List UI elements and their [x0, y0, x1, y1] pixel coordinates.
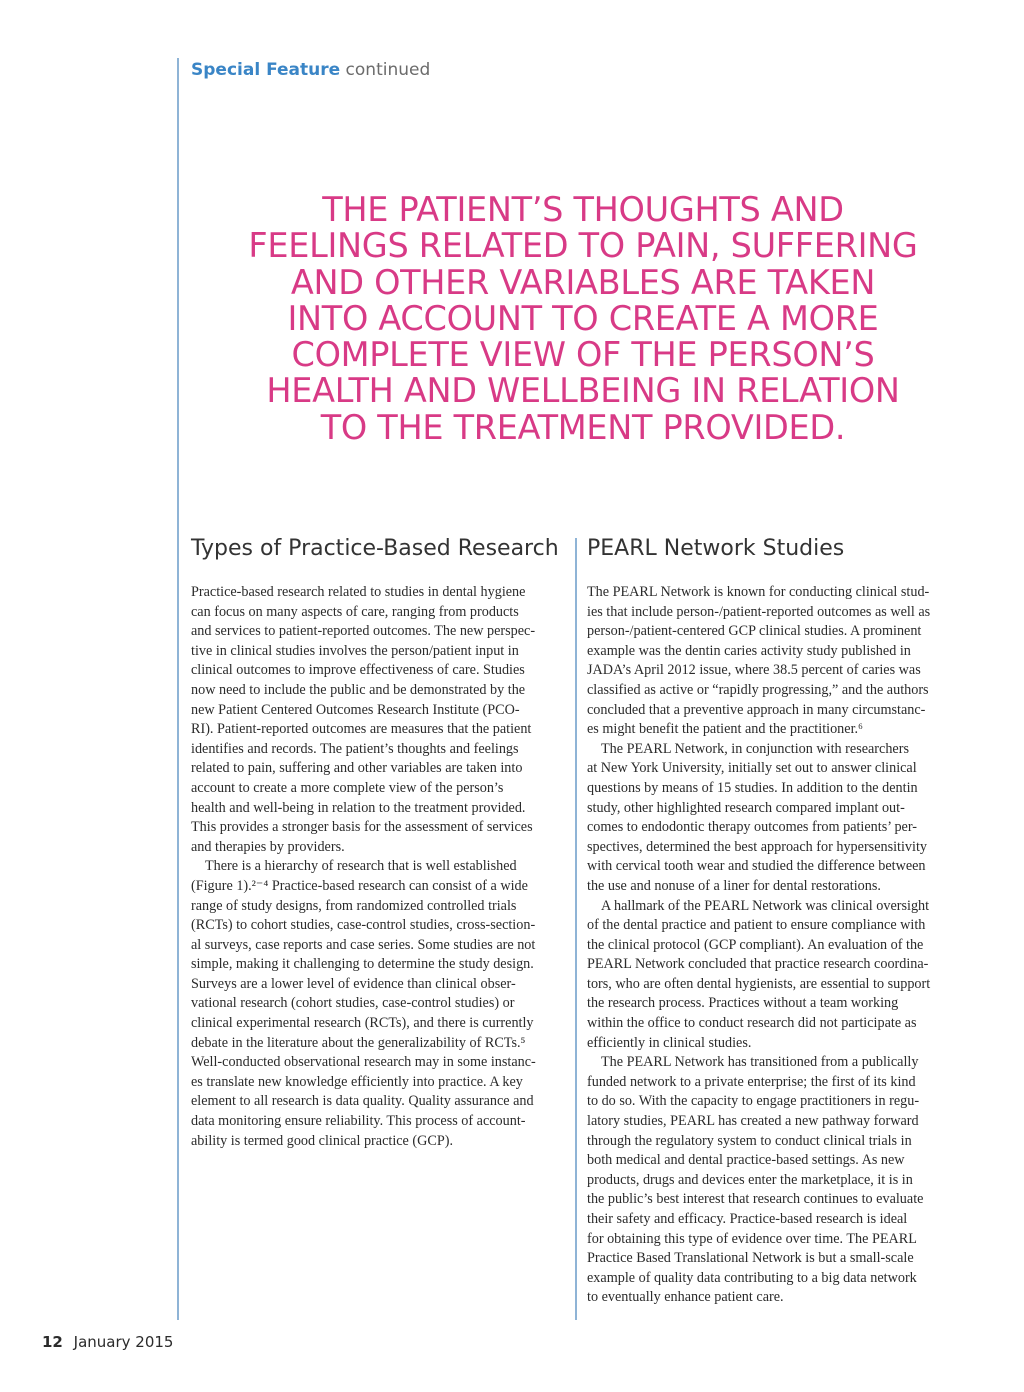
body-text-line: latory studies, PEARL has created a new pathway forward	[587, 1113, 919, 1130]
body-text-line: The PEARL Network is known for conducting clinical stud-	[587, 584, 930, 600]
pull-quote-line: INTO ACCOUNT TO CREATE A MORE	[287, 298, 879, 338]
body-text-line: ies that include person-/patient-reported outcomes as well as	[587, 603, 931, 620]
body-text-line: The PEARL Network, in conjunction with researchers	[601, 740, 909, 757]
issue-date: January 2015	[73, 1333, 174, 1351]
body-text-line: al surveys, case reports and case series. Some studies are not	[191, 936, 536, 953]
body-text-line: study, other highlighted research compared implant out-	[587, 799, 905, 816]
body-text-line: example was the dentin caries activity study published in	[587, 642, 911, 659]
body-text-line: of the dental practice and patient to ensure compliance with	[587, 917, 926, 934]
left-margin-rule	[177, 58, 179, 1320]
body-text-line: Practice-based research related to studies in dental hygiene	[191, 584, 526, 600]
body-text-line: simple, making it challenging to determine the study design.	[191, 956, 534, 973]
column-divider-rule	[575, 538, 577, 1320]
body-text-line: through the regulatory system to conduct clinical trials in	[587, 1132, 912, 1149]
pull-quote-line: COMPLETE VIEW OF THE PERSON’S	[291, 335, 875, 375]
body-text-line: clinical experimental research (RCTs), and there is currently	[191, 1015, 534, 1032]
pull-quote-line: THE PATIENT’S THOUGHTS AND	[322, 190, 844, 229]
body-text-line: spectives, determined the best approach for hypersensitivity	[587, 838, 928, 855]
body-text-line: classified as active or “rapidly progressing,” and the authors	[587, 681, 929, 698]
body-text-line: the research process. Practices without a team working	[587, 995, 899, 1012]
body-text-line: tors, who are often dental hygienists, are essential to support	[587, 975, 931, 992]
body-text-line: tive in clinical studies involves the person/patient input in	[191, 642, 519, 659]
body-text-line: identifies and records. The patient’s thoughts and feelings	[191, 740, 519, 757]
pull-quote-line: AND OTHER VARIABLES ARE TAKEN	[290, 262, 876, 302]
body-text-line: new Patient Centered Outcomes Research Institute (PCO-	[191, 701, 520, 718]
pull-quote-line: FEELINGS RELATED TO PAIN, SUFFERING	[248, 226, 918, 266]
body-text-line: es might benefit the patient and the practitioner.⁶	[587, 721, 863, 738]
body-text-line: can focus on many aspects of care, ranging from products	[191, 603, 519, 620]
right-column-heading: PEARL Network Studies	[587, 536, 845, 561]
body-text-line: within the office to conduct research did not participate as	[587, 1015, 917, 1032]
body-text-line: the use and nonuse of a liner for dental restorations.	[587, 877, 881, 894]
body-text-line: now need to include the public and be demonstrated by the	[191, 681, 526, 698]
body-text-line: comes to endodontic therapy outcomes from patients’ per-	[587, 819, 917, 836]
page-number: 12	[42, 1333, 63, 1351]
section-label: Special Feature	[191, 60, 341, 80]
body-text-line: PEARL Network concluded that practice research coordina-	[587, 956, 929, 973]
body-text-line: both medical and dental practice-based settings. As new	[587, 1152, 905, 1169]
section-header	[191, 60, 430, 80]
body-text-line: concluded that a preventive approach in many circumstanc-	[587, 701, 926, 718]
body-text-line: This provides a stronger basis for the assessment of services	[191, 819, 533, 836]
body-text-line: related to pain, suffering and other variables are taken into	[191, 760, 523, 777]
body-text-line: and services to patient-reported outcomes. The new perspec-	[191, 623, 536, 640]
body-text-line: efficiently in clinical studies.	[587, 1034, 752, 1051]
body-text-line: and therapies by providers.	[191, 838, 345, 855]
body-text-line: the clinical protocol (GCP compliant). An evaluation of the	[587, 936, 924, 953]
body-text-line: RI). Patient-reported outcomes are measures that the patient	[191, 721, 532, 738]
body-text-line: (Figure 1).²⁻⁴ Practice-based research can consist of a wide	[191, 877, 528, 894]
body-text-line: ability is termed good clinical practice (GCP).	[191, 1132, 453, 1149]
body-text-line: funded network to a private enterprise; the first of its kind	[587, 1073, 916, 1090]
body-text-line: to eventually enhance patient care.	[587, 1289, 784, 1306]
body-text-line: data monitoring ensure reliability. This process of account-	[191, 1113, 526, 1130]
body-text-line: clinical outcomes to improve effectiveness of care. Studies	[191, 662, 525, 679]
page-footer	[42, 1333, 173, 1351]
body-text-line: vational research (cohort studies, case-control studies) or	[191, 995, 515, 1012]
pull-quote-line: TO THE TREATMENT PROVIDED.	[320, 407, 846, 447]
body-text-line: their safety and efficacy. Practice-based research is ideal	[587, 1211, 908, 1227]
body-text-line: range of study designs, from randomized controlled trials	[191, 897, 517, 914]
body-text-line: products, drugs and devices enter the marketplace, it is in	[587, 1171, 913, 1188]
body-text-line: with cervical tooth wear and studied the difference between	[587, 858, 926, 875]
body-text-line: at New York University, initially set out to answer clinical	[587, 760, 917, 777]
right-column-body	[587, 583, 930, 1308]
body-text-line: account to create a more complete view of the person’s	[191, 779, 504, 796]
body-text-line: for obtaining this type of evidence over time. The PEARL	[587, 1230, 917, 1247]
left-column-heading: Types of Practice-Based Research	[191, 536, 559, 561]
body-text-line: Practice Based Translational Network is but a small-scale	[587, 1250, 914, 1267]
body-text-line: JADA’s April 2012 issue, where 38.5 percent of caries was	[587, 662, 921, 679]
body-text-line: example of quality data contributing to a big data network	[587, 1269, 917, 1286]
body-text-line: (RCTs) to cohort studies, case-control studies, cross-section-	[191, 917, 536, 934]
body-text-line: element to all research is data quality. Quality assurance and	[191, 1093, 534, 1110]
body-text-line: The PEARL Network has transitioned from a publically	[601, 1054, 919, 1071]
body-text-line: person-/patient-centered GCP clinical studies. A prominent	[587, 623, 922, 640]
body-text-line: A hallmark of the PEARL Network was clinical oversight	[601, 897, 930, 914]
body-text-line: to do so. With the capacity to engage practitioners in regu-	[587, 1093, 920, 1110]
left-column-body	[191, 583, 536, 1151]
body-text-line: health and well-being in relation to the treatment provided.	[191, 799, 526, 816]
body-text-line: Well-conducted observational research may in some instanc-	[191, 1054, 536, 1071]
body-text-line: There is a hierarchy of research that is well established	[205, 858, 517, 875]
body-text-line: Surveys are a lower level of evidence than clinical obser-	[191, 975, 516, 992]
pull-quote	[190, 192, 976, 446]
body-text-line: es translate new knowledge efficiently into practice. A key	[191, 1073, 523, 1090]
body-text-line: debate in the literature about the generalizability of RCTs.⁵	[191, 1034, 526, 1051]
body-text-line: questions by means of 15 studies. In addition to the dentin	[587, 779, 918, 796]
body-text-line: the public’s best interest that research continues to evaluate	[587, 1191, 924, 1208]
pull-quote-line: HEALTH AND WELLBEING IN RELATION	[266, 371, 900, 411]
continued-label: continued	[345, 60, 431, 80]
